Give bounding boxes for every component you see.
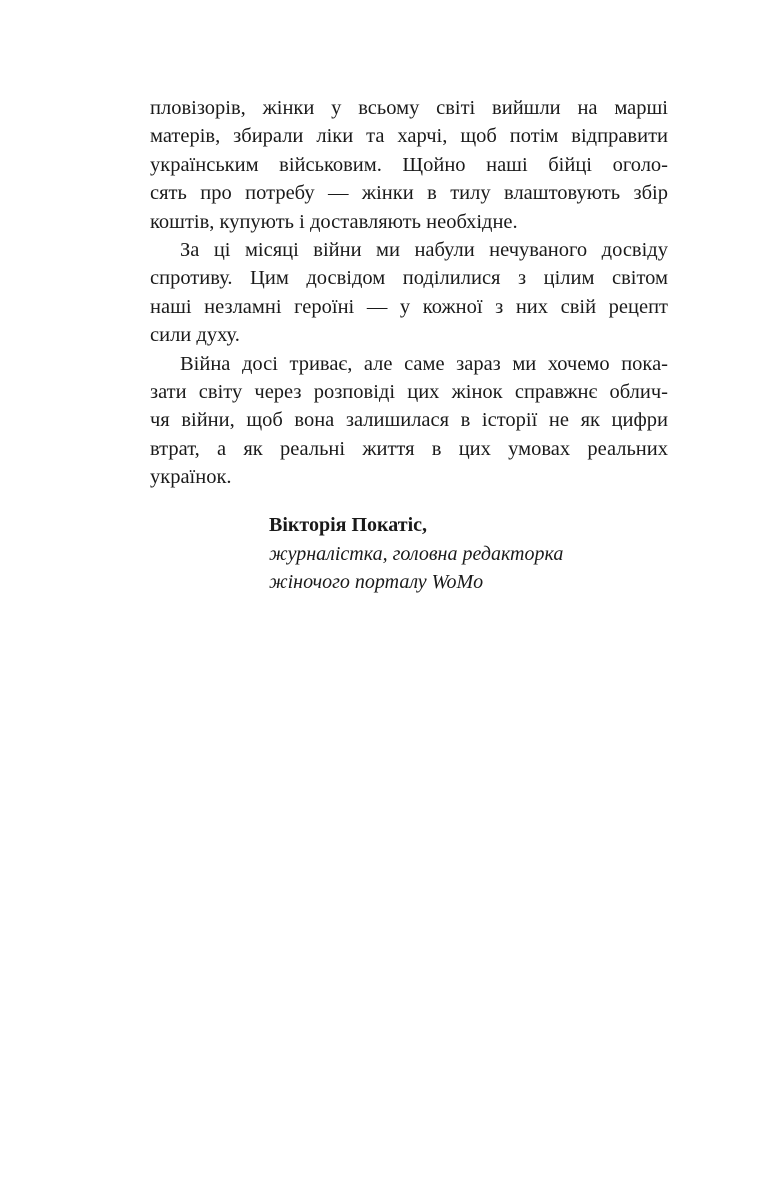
text-line: сять про потребу — жінки в тилу влаштовують збір: [150, 182, 668, 205]
author-name: Вікторія Покатіс,: [269, 514, 427, 536]
author-role: журналістка, головна редакторка: [269, 543, 564, 565]
author-affiliation: жіночого порталу WoMo: [269, 571, 484, 594]
body-text: [150, 94, 668, 491]
text-line: пловізорів, жінки у всьому світі вийшли на марші: [150, 97, 668, 119]
signature: [269, 510, 563, 597]
paragraph-2: [150, 236, 668, 350]
text-line: сили духу.: [150, 324, 240, 347]
text-line: українським військовим. Щойно наші бійці оголо-: [150, 153, 668, 176]
paragraph-1: [150, 94, 668, 236]
text-line: матерів, збирали ліки та харчі, щоб потім відправити: [150, 125, 668, 148]
text-line: втрат, а як реальні життя в цих умовах реальних: [150, 437, 668, 460]
paragraph-3: [150, 350, 668, 492]
text-line: чя війни, щоб вона залишилася в історії не як цифри: [150, 409, 668, 432]
text-line: зати світу через розповіді цих жінок справжнє облич-: [150, 380, 668, 403]
text-line: спротиву. Цим досвідом поділилися з цілим світом: [150, 267, 668, 290]
text-line: За ці місяці війни ми набули нечуваного досвіду: [180, 238, 668, 261]
text-line: Війна досі триває, але саме зараз ми хочемо пока-: [180, 352, 668, 375]
text-line: українок.: [150, 466, 232, 489]
text-line: наші незламні героїні — у кожної з них свій рецепт: [150, 295, 668, 318]
text-line: коштів, купують і доставляють необхідне.: [150, 210, 518, 233]
